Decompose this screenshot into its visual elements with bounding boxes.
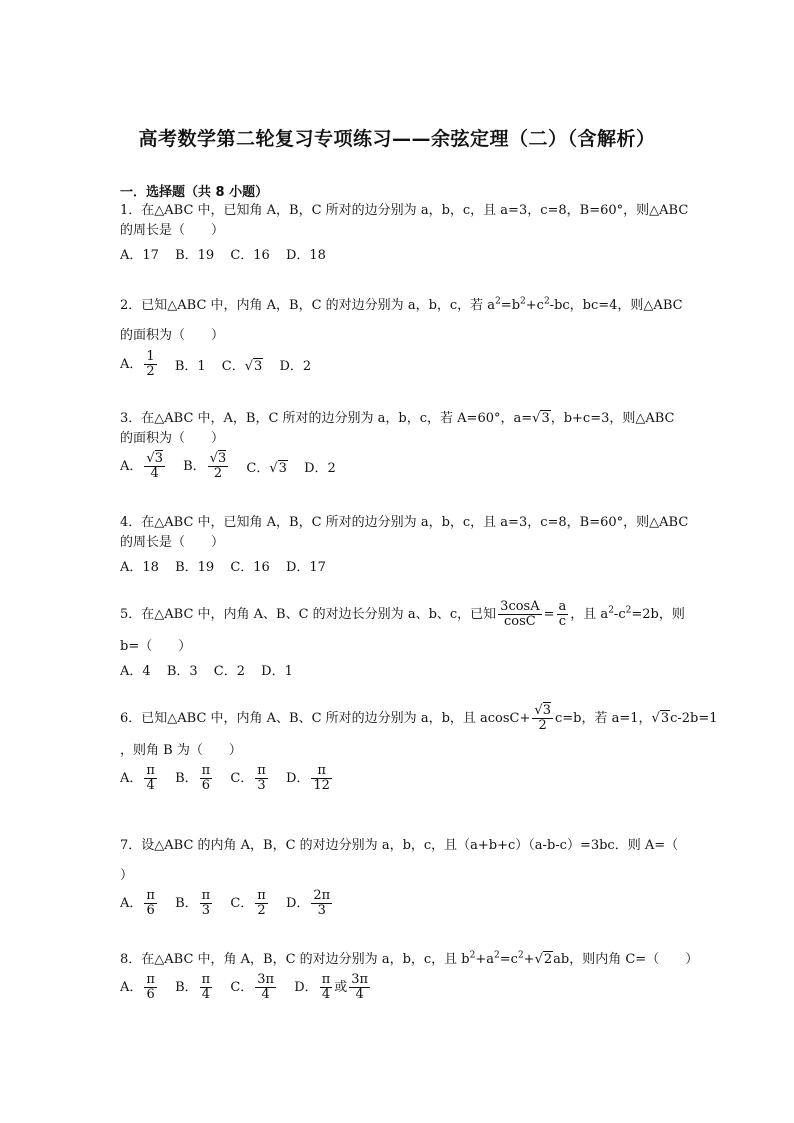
fraction [557, 600, 569, 629]
q7-option-b [175, 889, 214, 918]
q7-option-c [230, 889, 270, 918]
fraction [200, 764, 213, 793]
section-heading: 一．选择题（共 8 小题） [120, 185, 269, 200]
option-letter: A． [120, 771, 143, 786]
q6-option-c [230, 764, 270, 793]
radicand: 3 [217, 451, 227, 466]
q6-options [120, 764, 346, 793]
option-letter: A． [120, 459, 143, 474]
q8-option-c [230, 973, 278, 1002]
q6-text: 6．已知△ABC 中，内角 A、B、C 所对的边分别为 a，b，且 acosC+ [120, 711, 531, 726]
q3-option-d: D．2 [304, 461, 336, 476]
sqrt-symbol: √3 [651, 711, 670, 726]
q5-text: ，且 a [570, 607, 609, 622]
numerator: π [201, 763, 211, 778]
fraction [498, 600, 541, 629]
q3-line2: 的面积为（ ） [120, 431, 225, 446]
q2-line1 [120, 298, 683, 314]
denominator: 6 [146, 903, 155, 918]
option-letter: A． [120, 896, 143, 911]
q8-text: =c [499, 952, 518, 967]
page-title: 高考数学第二轮复习专项练习——余弦定理（二）（含解析） [138, 128, 656, 150]
numerator: √3 [534, 703, 551, 718]
radicand: 3 [154, 451, 163, 466]
q3-line1 [120, 411, 675, 427]
q3-options [120, 452, 348, 481]
numerator: π [311, 764, 332, 779]
q6-text: c=b，若 a=1， [554, 711, 652, 726]
denominator: 3 [257, 778, 266, 793]
option-letter: D． [294, 980, 318, 995]
option-letter: C． [230, 980, 254, 995]
q2-option-b: B．1 [174, 359, 206, 374]
fraction [311, 764, 332, 793]
numerator: 3cosA [500, 599, 540, 614]
q5-text: =2b，则 [631, 607, 685, 622]
denominator: 6 [146, 987, 155, 1002]
numerator: π [201, 972, 211, 987]
q5-sup: 2 [625, 605, 632, 616]
fraction [320, 973, 333, 1002]
numerator: π [321, 972, 331, 987]
denominator: c [558, 614, 567, 629]
q8-line1 [120, 952, 698, 968]
option-letter: B． [175, 980, 198, 995]
denominator: cosC [504, 614, 536, 629]
option-letter: A． [120, 980, 143, 995]
option-letter: B． [175, 896, 198, 911]
q5-sup: 2 [608, 605, 614, 616]
q1-option-b: B．19 [175, 248, 215, 263]
q2-option-d: D．2 [279, 359, 312, 374]
q8-text: + [523, 952, 535, 967]
q2-options [120, 350, 323, 379]
q8-text: ab，则内角 C=（ ） [553, 952, 699, 967]
q4-option-c: C．16 [230, 560, 270, 575]
fraction [532, 704, 553, 733]
q7-option-a [120, 889, 159, 918]
numerator: π [257, 888, 266, 903]
fraction [200, 889, 213, 918]
q5-option-b: B．3 [166, 664, 198, 679]
option-letter: D． [285, 896, 310, 911]
numerator: 3π [257, 972, 275, 987]
radicand: 3 [541, 411, 550, 426]
q1-line2: 的周长是（ ） [120, 223, 225, 238]
sqrt-symbol: √3 [244, 359, 263, 374]
option-letter: C． [230, 896, 254, 911]
denominator: 6 [201, 778, 211, 793]
fraction [144, 350, 156, 379]
numerator: 2π [313, 888, 331, 903]
radicand: 3 [254, 359, 263, 374]
q1-option-c: C．16 [230, 248, 270, 263]
q4-options [120, 556, 338, 575]
q6-option-d [286, 764, 334, 793]
fraction [144, 973, 157, 1002]
numerator: π [201, 888, 211, 903]
denominator: 4 [150, 466, 159, 481]
q8-sup: 2 [494, 950, 500, 961]
q7-options [120, 889, 346, 918]
q2-sup: 2 [543, 296, 550, 307]
fraction [144, 764, 157, 793]
radicand: 3 [278, 461, 287, 476]
numerator: 3π [351, 972, 369, 987]
option-letter: B． [183, 459, 206, 474]
fraction [144, 452, 165, 481]
option-letter: B． [175, 771, 198, 786]
numerator: π [146, 972, 155, 987]
numerator: a [558, 599, 567, 614]
q6-option-b [175, 764, 214, 793]
q8-option-d [294, 973, 372, 1002]
q2-text: 2．已知△ABC 中，内角 A，B，C 的对边分别为 a，b，c，若 a [120, 298, 496, 313]
denominator: 2 [538, 718, 547, 733]
q5-text: -c [613, 607, 626, 622]
denominator: 4 [321, 987, 331, 1002]
q6-text: c-2b=1 [670, 711, 718, 726]
q7-line1: 7．设△ABC 的内角 A，B，C 的对边分别为 a，b，c，且（a+b+c）（a-b-c）=3bc．则 A=（ [120, 838, 679, 853]
sqrt-symbol: √3 [269, 461, 287, 476]
fraction [255, 764, 268, 793]
q4-option-d: D．17 [285, 560, 326, 575]
q2-text: =b [500, 298, 521, 313]
numerator: √3 [209, 451, 227, 466]
q2-option-c [222, 355, 264, 374]
q2-sup: 2 [495, 296, 501, 307]
q6-line1 [120, 702, 718, 736]
q3-option-c [246, 457, 288, 476]
radicand: 3 [660, 711, 670, 726]
q2-text: -bc，bc=4，则△ABC [549, 298, 683, 313]
q3-option-a [120, 452, 167, 481]
numerator: π [257, 763, 266, 778]
q3-text: 3．在△ABC 中，A，B，C 所对的边分别为 a，b，c，若 A=60°，a= [120, 411, 533, 426]
q6-line2: ，则角 B 为（ ） [120, 743, 242, 758]
q8-text: 8．在△ABC 中，角 A，B，C 的对边分别为 a，b，c，且 b [120, 952, 470, 967]
q1-option-a: A．17 [120, 248, 159, 263]
q7-line2: ） [120, 868, 134, 883]
denominator: 2 [146, 364, 155, 379]
denominator: 12 [313, 778, 330, 793]
q8-sup: 2 [469, 950, 476, 961]
fraction [349, 973, 370, 1002]
q2-text: +c [525, 298, 544, 313]
numerator: 1 [146, 349, 155, 364]
numerator: π [146, 888, 155, 903]
sqrt-symbol: √3 [532, 411, 550, 426]
fraction [255, 973, 276, 1002]
q2-line2: 的面积为（ ） [120, 328, 225, 343]
option-letter: C． [246, 461, 270, 476]
q5-option-d: D．1 [261, 664, 293, 679]
q8-options [120, 973, 384, 1002]
q4-option-b: B．19 [175, 560, 215, 575]
denominator: 2 [213, 466, 223, 481]
denominator: 4 [146, 778, 155, 793]
q1-line1: 1．在△ABC 中，已知角 A，B，C 所对的边分别为 a，b，c，且 a=3，c=8，B=60°，则△ABC [120, 203, 689, 218]
denominator: 4 [355, 987, 364, 1002]
denominator: 4 [261, 987, 270, 1002]
equals-sign: = [543, 607, 555, 622]
q8-option-b [175, 973, 214, 1002]
numerator: √3 [146, 451, 163, 466]
denominator: 3 [201, 903, 211, 918]
q5-option-a: A．4 [120, 664, 151, 679]
fraction [208, 452, 229, 481]
q5-line2: b=（ ） [120, 639, 192, 654]
q2-option-a [120, 350, 159, 379]
q2-sup: 2 [520, 296, 526, 307]
q1-options [120, 244, 338, 263]
denominator: 3 [317, 903, 326, 918]
option-letter: C． [221, 359, 245, 374]
q4-line1: 4．在△ABC 中，已知角 A，B，C 所对的边分别为 a，b，c，且 a=3，c=8，B=60°，则△ABC [120, 515, 689, 530]
q1-option-d: D．18 [285, 248, 326, 263]
q4-option-a: A．18 [120, 560, 159, 575]
denominator: 4 [201, 987, 211, 1002]
q3-option-b [183, 452, 230, 481]
fraction [144, 889, 157, 918]
q8-text: +a [475, 952, 495, 967]
option-letter: C． [230, 771, 254, 786]
radicand: 2 [543, 952, 553, 967]
radicand: 3 [542, 703, 551, 718]
fraction [255, 889, 268, 918]
option-letter: A． [120, 357, 143, 372]
option-letter: D． [285, 771, 310, 786]
numerator: π [146, 763, 155, 778]
q4-line2: 的周长是（ ） [120, 535, 225, 550]
q8-option-a [120, 973, 159, 1002]
q6-option-a [120, 764, 159, 793]
q5-text: 5．在△ABC 中，内角 A、B、C 的对边长分别为 a、b、c，已知 [120, 607, 497, 622]
q5-options [120, 660, 305, 679]
or-text: 或 [334, 980, 348, 995]
denominator: 2 [257, 903, 266, 918]
sqrt-symbol: √2 [534, 952, 553, 967]
q7-option-d [286, 889, 334, 918]
fraction [311, 889, 332, 918]
fraction [200, 973, 213, 1002]
q5-line1 [120, 598, 685, 632]
q8-sup: 2 [517, 950, 524, 961]
q3-text: ，b+c=3，则△ABC [550, 411, 675, 426]
q5-option-c: C．2 [213, 664, 245, 679]
